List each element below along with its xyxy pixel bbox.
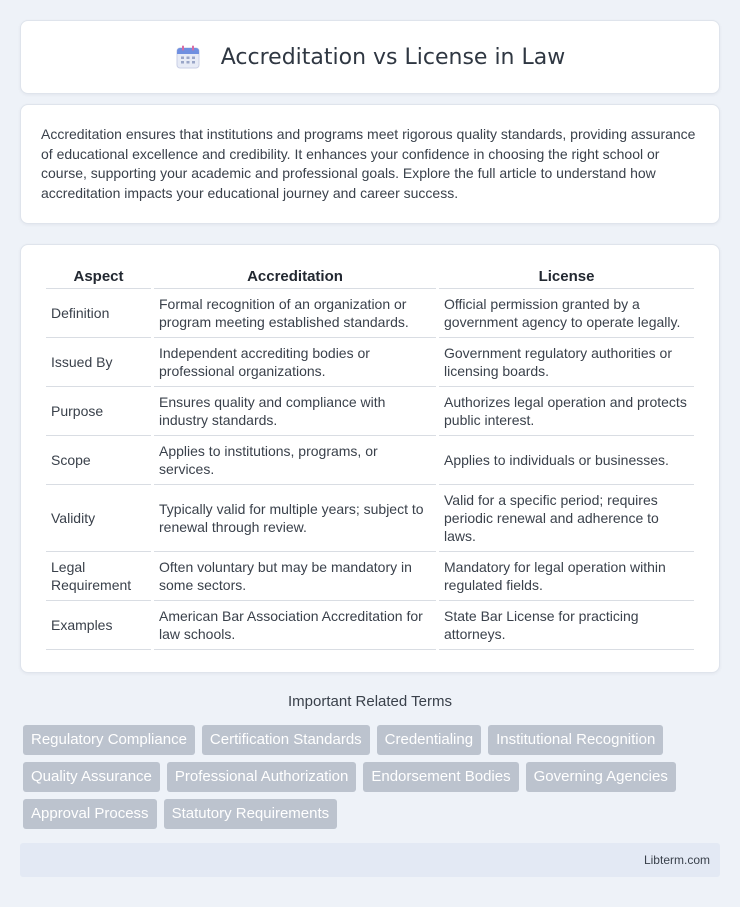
row-aspect: Legal Requirement bbox=[46, 552, 151, 601]
footer-brand-link[interactable]: Libterm.com bbox=[643, 853, 710, 867]
related-term-tag[interactable]: Regulatory Compliance bbox=[23, 725, 195, 755]
row-accreditation: Ensures quality and compliance with industry standards. bbox=[154, 387, 436, 436]
row-aspect: Definition bbox=[46, 289, 151, 338]
table-row bbox=[46, 289, 694, 338]
table-row bbox=[46, 387, 694, 436]
row-aspect: Scope bbox=[46, 436, 151, 485]
row-accreditation: Formal recognition of an organization or program meeting established standards. bbox=[154, 289, 436, 338]
table-row bbox=[46, 338, 694, 387]
row-accreditation: Applies to institutions, programs, or services. bbox=[154, 436, 436, 485]
page-header bbox=[20, 20, 720, 94]
row-license: Government regulatory authorities or licensing boards. bbox=[439, 338, 694, 387]
row-accreditation: Often voluntary but may be mandatory in some sectors. bbox=[154, 552, 436, 601]
row-accreditation: American Bar Association Accreditation for law schools. bbox=[154, 601, 436, 650]
intro-card bbox=[20, 104, 720, 224]
calendar-icon bbox=[175, 44, 201, 70]
row-aspect: Examples bbox=[46, 601, 151, 650]
table-row bbox=[46, 552, 694, 601]
row-license: Official permission granted by a government agency to operate legally. bbox=[439, 289, 694, 338]
table-row bbox=[46, 485, 694, 552]
column-header-accreditation: Accreditation bbox=[154, 265, 436, 289]
row-aspect: Validity bbox=[46, 485, 151, 552]
related-term-tag[interactable]: Statutory Requirements bbox=[164, 799, 338, 829]
related-term-tag[interactable]: Institutional Recognition bbox=[488, 725, 663, 755]
related-term-tag[interactable]: Certification Standards bbox=[202, 725, 370, 755]
related-terms-title: Important Related Terms bbox=[288, 693, 452, 710]
row-accreditation: Independent accrediting bodies or professional organizations. bbox=[154, 338, 436, 387]
page-title: Accreditation vs License in Law bbox=[220, 44, 566, 70]
related-term-tag[interactable]: Credentialing bbox=[377, 725, 481, 755]
table-row bbox=[46, 436, 694, 485]
row-license: Authorizes legal operation and protects public interest. bbox=[439, 387, 694, 436]
row-license: Valid for a specific period; requires periodic renewal and adherence to laws. bbox=[439, 485, 694, 552]
related-term-tag[interactable]: Approval Process bbox=[23, 799, 157, 829]
table-row bbox=[46, 601, 694, 650]
intro-text: Accreditation ensures that institutions and programs meet rigorous quality standards, providing assurance of educational excellence and credibility. It enhances your confidence in choosing the right school or course, supporting your academic and professional goals. Explore the full article to understand how accreditation impacts your educational journey and career success. bbox=[41, 126, 696, 201]
comparison-table bbox=[43, 265, 697, 650]
related-terms-list bbox=[23, 725, 723, 836]
page-footer bbox=[20, 843, 720, 877]
row-aspect: Issued By bbox=[46, 338, 151, 387]
related-term-tag[interactable]: Professional Authorization bbox=[167, 762, 356, 792]
row-aspect: Purpose bbox=[46, 387, 151, 436]
column-header-license: License bbox=[439, 265, 694, 289]
row-license: State Bar License for practicing attorneys. bbox=[439, 601, 694, 650]
related-term-tag[interactable]: Endorsement Bodies bbox=[363, 762, 518, 792]
row-license: Applies to individuals or businesses. bbox=[439, 436, 694, 485]
row-license: Mandatory for legal operation within regulated fields. bbox=[439, 552, 694, 601]
comparison-card bbox=[20, 244, 720, 673]
related-term-tag[interactable]: Governing Agencies bbox=[526, 762, 676, 792]
row-accreditation: Typically valid for multiple years; subject to renewal through review. bbox=[154, 485, 436, 552]
table-header-row bbox=[46, 265, 694, 289]
column-header-aspect: Aspect bbox=[46, 265, 151, 289]
related-term-tag[interactable]: Quality Assurance bbox=[23, 762, 160, 792]
